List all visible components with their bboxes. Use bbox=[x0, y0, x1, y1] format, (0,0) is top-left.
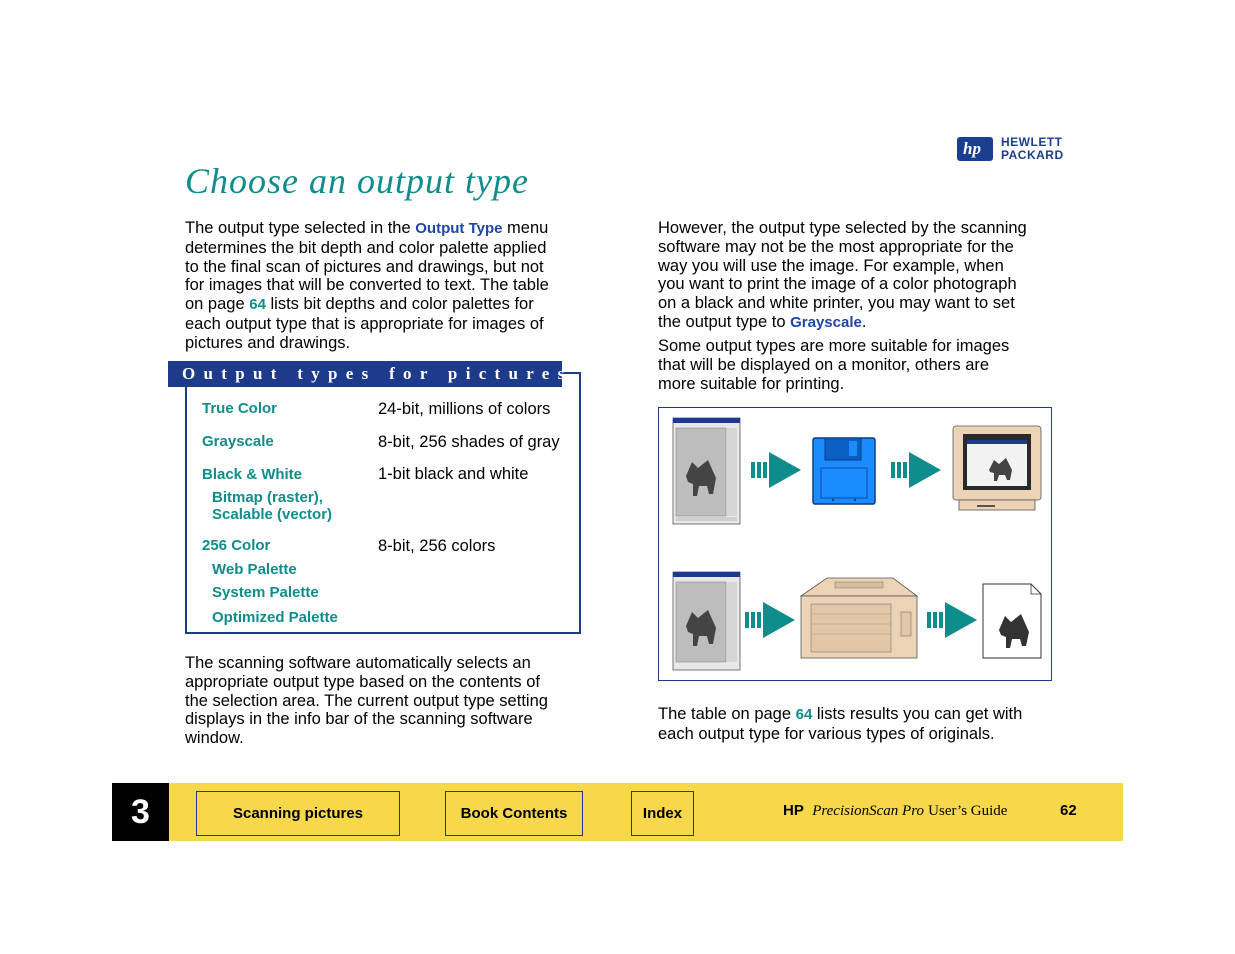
type-256-color: 256 Color bbox=[202, 537, 271, 554]
type-grayscale: Grayscale bbox=[202, 433, 274, 450]
output-workflow-illustration bbox=[658, 407, 1052, 681]
type-system-palette: System Palette bbox=[212, 584, 319, 601]
type-web-palette: Web Palette bbox=[212, 561, 297, 578]
arrow-icon bbox=[891, 452, 941, 488]
type-true-color-desc: 24-bit, millions of colors bbox=[378, 400, 551, 418]
hp-logo bbox=[957, 136, 1079, 164]
output-type-link[interactable]: Output Type bbox=[415, 220, 503, 237]
type-black-white-desc: 1-bit black and white bbox=[378, 465, 529, 483]
output-types-header: Output types for pictures bbox=[168, 361, 562, 387]
auto-select-paragraph: The scanning software automatically selects an appropriate output type based on the contents of the selection area. The current output type setting displays in the info bar of the scanning software window. bbox=[185, 654, 548, 748]
arrow-icon bbox=[927, 602, 977, 638]
book-contents-button[interactable]: Book Contents bbox=[445, 791, 583, 836]
page-number: 62 bbox=[1060, 802, 1077, 819]
printed-page-icon bbox=[983, 584, 1041, 658]
index-button[interactable]: Index bbox=[631, 791, 694, 836]
type-256-color-desc: 8-bit, 256 colors bbox=[378, 537, 496, 555]
scan-window-icon-top bbox=[673, 418, 740, 524]
printer-icon bbox=[801, 578, 917, 658]
workflow-svg bbox=[659, 408, 1050, 679]
intro-paragraph: The output type selected in the Output Type menu determines the bit depth and color palette applied to the final scan of pictures and drawings, but not for images that will be converted to text. The table on page 64 lists bit depths and color palettes for each output type that is appropriate for images of pictures and drawings. bbox=[185, 219, 549, 352]
suitability-paragraph: Some output types are more suitable for images that will be displayed on a monitor, others are more suitable for printing. bbox=[658, 337, 1010, 393]
monitor-icon bbox=[953, 426, 1041, 510]
hp-logo-mark: hp bbox=[957, 137, 993, 161]
chapter-tab: 3 bbox=[112, 783, 169, 841]
however-paragraph: However, the output type selected by the scanning software may not be the most appropriate for the way you will use the image. For example, when you want to print the image of a color photograph on a black and white printer, you may want to set the output type to Grayscale. bbox=[658, 219, 1027, 331]
guide-title: HP PrecisionScan Pro User’s Guide bbox=[783, 802, 1008, 819]
floppy-disk-icon bbox=[813, 438, 875, 504]
type-black-white: Black & White bbox=[202, 466, 303, 483]
type-black-white-sub2: Scalable (vector) bbox=[212, 506, 333, 523]
type-grayscale-desc: 8-bit, 256 shades of gray bbox=[378, 433, 560, 451]
page-64-link[interactable]: 64 bbox=[249, 296, 266, 314]
scanning-pictures-button[interactable]: Scanning pictures bbox=[196, 791, 400, 836]
type-black-white-sub1: Bitmap (raster), bbox=[212, 489, 323, 506]
scan-window-icon-bottom bbox=[673, 572, 740, 670]
page-title: Choose an output type bbox=[185, 161, 529, 201]
hp-logo-text: HEWLETT PACKARD bbox=[1001, 135, 1064, 162]
type-true-color: True Color bbox=[202, 400, 278, 417]
grayscale-link[interactable]: Grayscale bbox=[790, 313, 862, 331]
page-64-link-results[interactable]: 64 bbox=[795, 706, 813, 723]
arrow-icon bbox=[745, 602, 795, 638]
type-optimized-palette: Optimized Palette bbox=[212, 609, 338, 626]
results-paragraph: The table on page 64 lists results you can get with each output type for various types of originals. bbox=[658, 705, 1023, 743]
arrow-icon bbox=[751, 452, 801, 488]
